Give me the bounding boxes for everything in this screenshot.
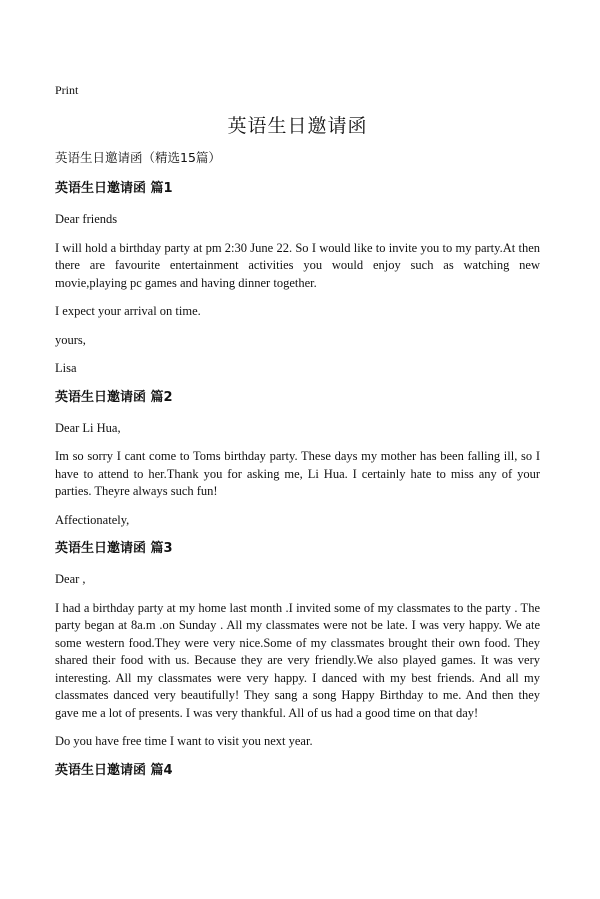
salutation: Dear , xyxy=(55,572,86,586)
body-paragraph: Im so sorry I cant come to Toms birthday party. These days my mother has been falling ill, so I have to attend to her.Thank you for asking me, Li Hua. I certainly hate to miss any of your parties. Theyre always such fun! xyxy=(55,449,540,498)
signature: Lisa xyxy=(55,361,77,375)
body-paragraph: I had a birthday party at my home last month .I invited some of my classmates to the party . The party began at 8a.m .on Sunday . All my classmates were not be late. I was very happy. We ate some western food.They were very nice.Some of my classmates brought their own food. They shared their food with us. Because they are very friendly.We also played games. It was very interesting. All my classmates were very happy. I danced with my best friends. And all my classmates danced very beautifully! They sang a song Happy Birthday to me. And then they gave me a lot of presents. I was very thankful. All of us had a good time on that day! xyxy=(55,600,540,720)
section-2 xyxy=(55,389,540,530)
body-paragraph: I expect your arrival on time. xyxy=(55,304,201,318)
salutation: Dear Li Hua, xyxy=(55,420,121,435)
section-heading: 英语生日邀请函 篇2 xyxy=(55,389,173,405)
closing: Affectionately, xyxy=(55,512,130,527)
section-1 xyxy=(55,180,540,378)
body-paragraph: I will hold a birthday party at pm 2:30 June 22. So I would like to invite you to my party.At then there are favourite entertainment activities you would enjoy such as watching new movie,playing pc games and having dinner together. xyxy=(55,240,540,290)
page-title: 英语生日邀请函 xyxy=(227,115,368,137)
section-heading: 英语生日邀请函 篇3 xyxy=(55,541,173,556)
section-3 xyxy=(55,540,540,751)
section-heading: 英语生日邀请函 篇1 xyxy=(55,181,173,196)
print-label[interactable]: Print xyxy=(55,83,79,97)
closing: yours, xyxy=(55,332,86,347)
section-4 xyxy=(55,762,540,779)
body-paragraph: Do you have free time I want to visit you next year. xyxy=(55,734,313,748)
salutation: Dear friends xyxy=(55,212,118,226)
page-subtitle: 英语生日邀请函（精选15篇） xyxy=(55,150,221,165)
section-heading: 英语生日邀请函 篇4 xyxy=(55,762,173,778)
